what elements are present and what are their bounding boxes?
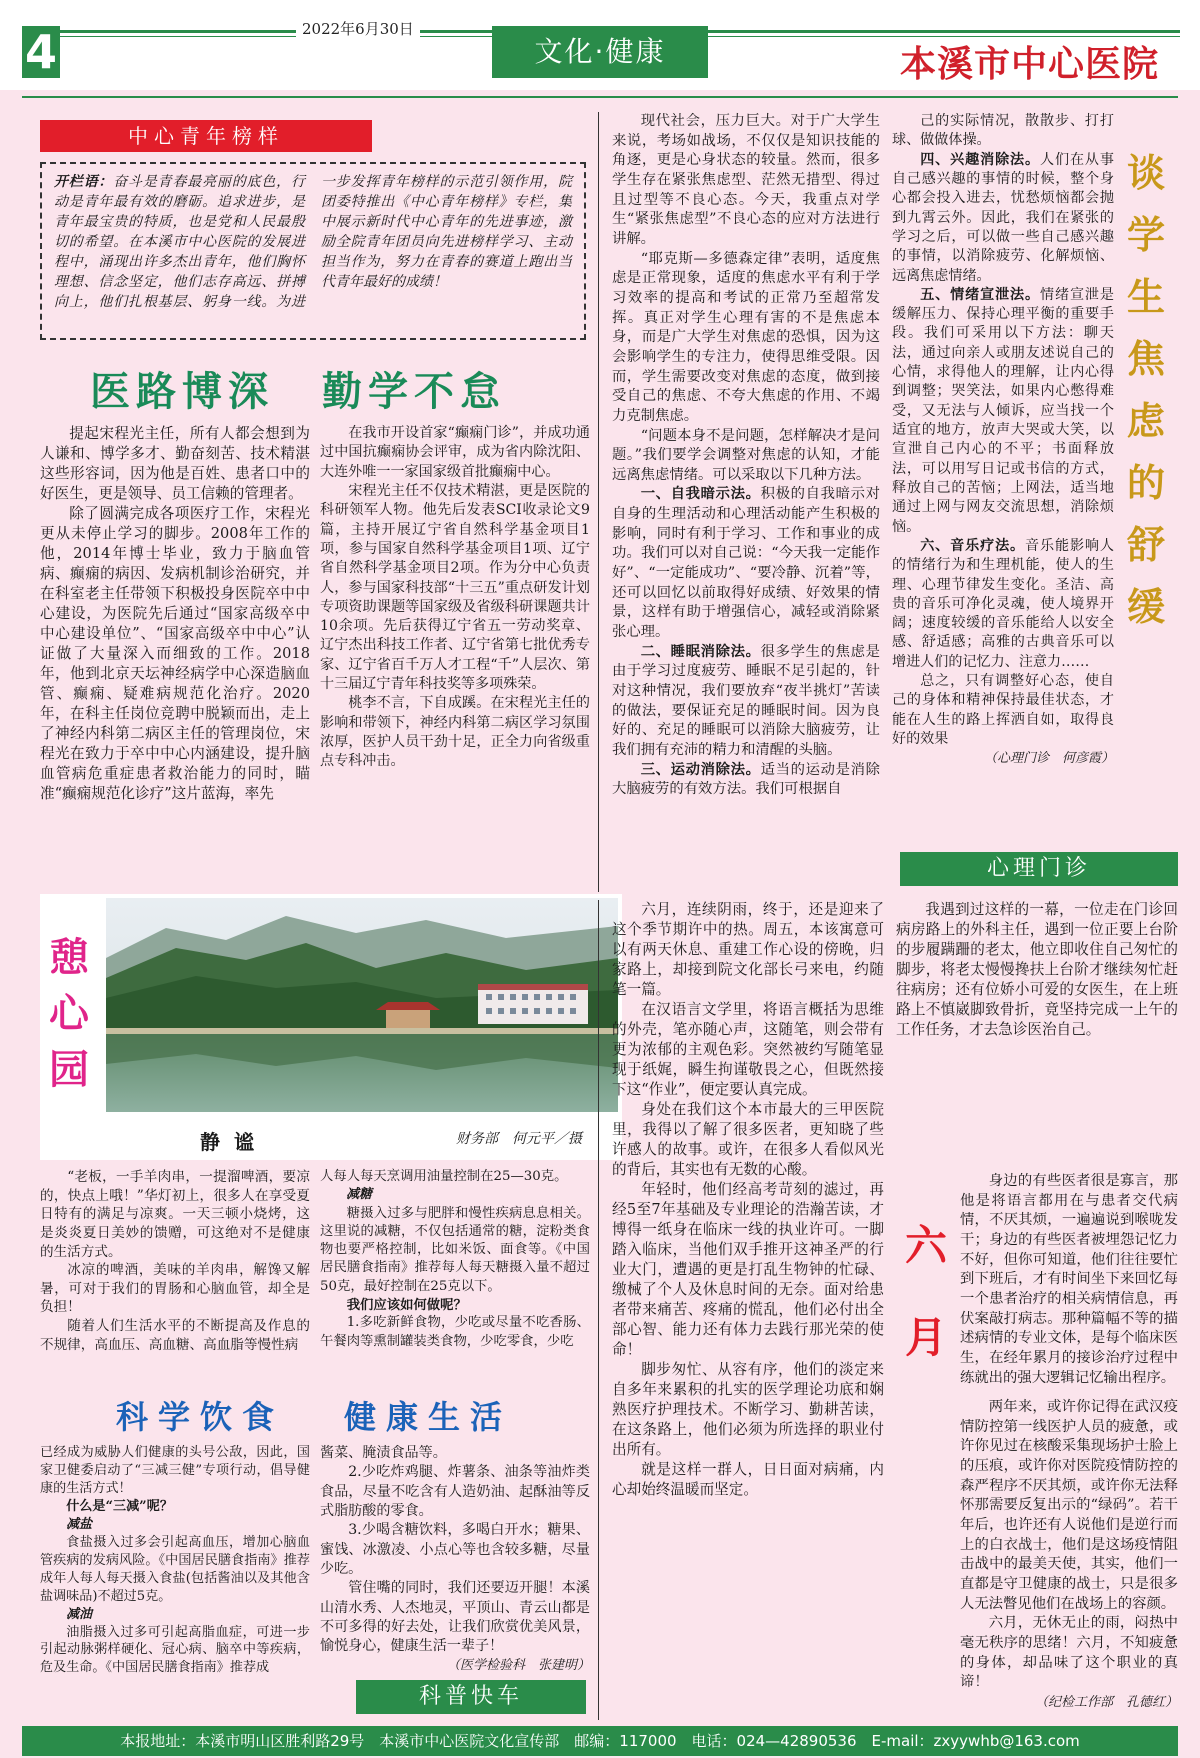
diet-article-column-1-top [40, 1168, 310, 1354]
youth-title-part1: 医路博深 [90, 369, 274, 415]
paragraph: 在汉语言文学里，将语言概括为思维的外壳，笔亦随心声，这随笔，则会带有更为浓郁的主观色彩。突然被约写随笔显现于纸娓，瞬生拘谨敬畏之心，但既然接下这“作业”，便定要认真完成。 [612, 1001, 884, 1098]
vertical-title-glyph: 虑 [1126, 399, 1165, 443]
vertical-title-glyph: 的 [1126, 461, 1165, 505]
footer-contact-bar: 本报地址：本溪市明山区胜利路29号 本溪市中心医院文化宣传部 邮编：117000 电话：024—42890536 E-mail：zxyywhb@163.com [22, 1726, 1178, 1756]
paragraph: 六月，无休无止的雨，闷热中毫无秩序的思绪！六月，不知疲惫的身体，却品味了这个职业的真谛！ [960, 1615, 1178, 1691]
paragraph [612, 250, 880, 427]
vertical-title-glyph: 生 [1126, 275, 1165, 319]
diet-title-part2: 健康生活 [344, 1398, 513, 1436]
paragraph-lead: 五、情绪宣泄法。 [920, 286, 1040, 303]
paragraph [612, 427, 880, 486]
page-number: 4 [22, 26, 60, 78]
diet-article-title [116, 1392, 572, 1438]
paragraph: 除了圆满完成各项医疗工作，宋程光更从未停止学习的脚步。2008年工作的他，2014年博士毕业，致力于脑血管病、癫痫的病因、发病机制诊治研究，并在科室老主任带领下积极投身医院卒中中心建设，为医院先后通过“国家高级卒中中心建设单位”、“国家高级卒中中心”认证做了大量深入而细致的工作。2018年，他到北京天坛神经病学中心深造脑血管、癫痫、疑难病规范化治疗。2020年，在科主任岗位竞聘中脱颖而出，走上了神经内科第二病区主任的管理岗位，宋程光在致力于卒中中心内涵建设，提升脑血管病危重症患者救治能力的同时，瞄准“癫痫规范化诊疗”这片蓝海，率先 [40, 505, 310, 802]
diet-article-column-2-bottom [320, 1444, 590, 1676]
photo-caption-credit: 财务部 何元平／摄 [456, 1131, 582, 1147]
paragraph: 2.少吃炸鸡腿、炸薯条、油条等油炸类食品，尽量不吃含有人造奶油、起酥油等反式脂肪酸的零食。 [320, 1464, 590, 1519]
author-signature: （医学检验科 张建明） [446, 1658, 590, 1674]
diet-title-part1: 科学饮食 [116, 1398, 285, 1436]
anxiety-article-title [1120, 142, 1172, 638]
paragraph: 人每人每天烹调用油量控制在25—30克。 [320, 1169, 568, 1184]
header-bottom-rule [22, 96, 1178, 98]
paragraph: 脚步匆忙、从容有序，他们的淡定来自多年来累积的扎实的医学理论功底和娴熟医疗护理技术。不断学习、勤耕苦读，在这条路上，他们必须为所选择的职业付出所有。 [612, 1361, 884, 1458]
paragraph: 3.少喝含糖饮料，多喝白开水；糖果、蜜饯、冰激凌、小点心等也含较多糖，尽量少吃。 [320, 1522, 590, 1577]
paragraph-text: 己的实际情况，散散步、打打球、做做体操。 [892, 113, 1114, 149]
paragraph [892, 286, 1114, 537]
section-title: 文化·健康 [492, 26, 708, 78]
photo-caption-title: 静谧 [200, 1130, 268, 1154]
paragraph: 提起宋程光主任，所有人都会想到为人谦和、博学多才、勤奋刻苦、技术精湛这些形容词，因为他是百姓、患者口中的好医生，更是领导、员工信赖的管理者。 [40, 425, 310, 502]
author-signature: （心理门诊 何彦霞） [983, 751, 1114, 767]
paragraph [612, 485, 880, 642]
paragraph: 1.多吃新鲜食物，少吃或尽量不吃香肠、午餐肉等熏制罐装类食物，少吃零食，少吃 [320, 1315, 590, 1349]
paragraph: 糖摄入过多与肥胖和慢性疾病息息相关。这里说的减糖，不仅包括通常的糖，淀粉类食物也要严格控制，比如米饭、面食等。《中国居民膳食指南》推荐每人每天糖摄入量不超过50克，最好控制在25克以下。 [320, 1205, 590, 1294]
june-article-column-1 [612, 900, 884, 1720]
paragraph: 就是这样一群人，日日面对病痛，内心却始终温暖而坚定。 [612, 1461, 884, 1498]
intro-text: 奋斗是青春最亮丽的底色，行动是青年最有效的磨砺。追求进步，是青年最宝贵的特质，也是党和人民最殷切的希望。在本溪市中心医院的发展进程中，涌现出许多杰出青年，他们胸怀理想、信念坚定，他们志存高远、拼搏向上，他们扎根基层、躬身一线。为进一步发挥青年榜样的示范引领作用，院团委特推出《中心青年榜样》专栏，集中展示新时代中心青年的先进事迹，激励全院青年团员向先进榜样学习、主动担当作为，努力在青春的赛道上跑出当代青年最好的成绩！ [54, 174, 572, 310]
psych-clinic-banner: 心理门诊 [900, 852, 1178, 886]
paragraph [892, 537, 1114, 672]
diet-article-column-1-bottom [40, 1444, 310, 1680]
anxiety-article-column-1 [612, 112, 880, 802]
paragraph-lead: 三、运动消除法。 [640, 761, 761, 778]
paragraph: 我遇到过这样的一幕，一位走在门诊回病房路上的外科主任，遇到一位正要上台阶的步履蹒跚的老太，他立即收住自己匆忙的脚步，将老太慢慢搀扶上台阶才继续匆忙赶往病房；还有位娇小可爱的女医生，在上班路上不慎崴脚致骨折，竟坚持完成一上午的工作任务，才去急诊医治自己。 [896, 901, 1178, 1038]
paragraph [612, 643, 880, 761]
paragraph: 身边的有些医者很是寡言，那他是将语言都用在与患者交代病情，不厌其烦，一遍遍说到喉咙发干；身边的有些医者被埋怨记忆力不好，但你可知道，他们往往要忙到下班后，才有时间坐下来回忆每一个患者治疗的相关病情信息，再伏案敲打病志。那种篇幅不等的描述病情的专业文体，是每个临床医生，在经年累月的接诊治疗过程中练就出的强大逻辑记忆输出程序。 [960, 1173, 1178, 1386]
paragraph: 年轻时，他们经高考苛刻的滤过，再经5至7年基础及专业理论的浩瀚苦读，才博得一纸身在临床一线的执业许可。一脚踏入临床，当他们双手推开这神圣严的行业大门，遭遇的更是打乱生物钟的忙碌、缴械了个人及休息时间的无奈。面对给患者带来痛苦、疼痛的慌乱，他们必付出全部心智、能力还有体力去践行那光荣的使命！ [612, 1181, 884, 1358]
landscape-photo [106, 898, 618, 1112]
june-article-column-2-top [896, 900, 1178, 1162]
paragraph: 桃李不言，下自成蹊。在宋程光主任的影响和带领下，神经内科第二病区学习氛围浓厚，医护人员干劲十足，正全力向省级重点专科冲击。 [320, 695, 590, 770]
vertical-title-glyph: 焦 [1126, 337, 1165, 381]
paragraph [612, 761, 880, 800]
vertical-title-glyph: 月 [904, 1313, 947, 1362]
paragraph [892, 672, 1114, 749]
paragraph-lead: 一、自我暗示法。 [640, 486, 761, 503]
intro-text-block [54, 172, 572, 312]
youth-article-column-2 [320, 424, 590, 804]
column-divider-lower [598, 900, 599, 1720]
paragraph-lead: 四、兴趣消除法。 [920, 151, 1040, 168]
vertical-title-glyph: 六 [904, 1221, 947, 1270]
subheading-minor: 减油 [66, 1606, 93, 1622]
paragraph-text: 总之，只有调整好心态，使自己的身体和精神保持最佳状态，才能在人生的路上挥洒自如，取得良好的效果 [892, 673, 1114, 747]
paragraph: 六月，连续阴雨，终于，还是迎来了这个季节期许中的热。周五，本该寓意可以有两天休息、重建工作心设的傍晚，归家路上，却接到院文化部长弓来电，约随笔一篇。 [612, 901, 884, 998]
subheading-minor: 减糖 [346, 1187, 373, 1203]
paragraph: 身处在我们这个本市最大的三甲医院里，我得以了解了很多医者，更知晓了些许感人的故事。或许，在很多人看似风光的背后，其实也有无数的心酸。 [612, 1101, 884, 1178]
youth-title-part2: 勤学不怠 [322, 369, 506, 415]
paragraph: 食盐摄入过多会引起高血压，增加心脑血管疾病的发病风险。《中国居民膳食指南》推荐成年人每人每天摄入食盐(包括酱油以及其他含盐调味品)不超过5克。 [40, 1534, 310, 1604]
paragraph-text: 人们在从事自己感兴趣的事情的时候，整个身心都会投入进去，忧愁烦恼都会抛到九霄云外。因此，我们在紧张的学习之后，可以做一些自己感兴趣的事情，以消除疲劳、化解烦恼、远离焦虑情绪。 [892, 151, 1114, 284]
issue-date: 2022年6月30日 [296, 18, 420, 39]
vertical-title-glyph: 谈 [1126, 151, 1165, 195]
paragraph-text: 适当的运动是消除大脑疲劳的有效方法。我们可根据自 [612, 761, 880, 798]
paragraph-text: 现代社会，压力巨大。对于广大学生来说，考场如战场，不仅仅是知识技能的角逐，更是心身状态的较量。然而，很多学生存在紧张焦虑型、茫然无措型、得过且过型等不良心态。今天，我重点对学生“紧张焦虑型”不良心态的应对方法进行讲解。 [612, 113, 880, 247]
column-divider [598, 112, 599, 892]
paragraph-text: “问题本身不是问题，怎样解决才是问题。”我们要学会调整对焦虑的认知，才能远离焦虑情绪。可以采取以下几种方法。 [612, 427, 880, 483]
paragraph: 两年来，或许你记得在武汉疫情防控第一线医护人员的疲惫，或许你见过在核酸采集现场护士脸上的压痕，或许你对医院疫情防控的森严程序不厌其烦，或许你无法释怀那需要反复出示的“绿码”。若干年后，也许还有人说他们是逆行而上的白衣战士，他们是这场疫情阻击战中的最美天使，其实，他们一直都是守卫健康的战士，只是很多人无法瞥见他们在战场上的容颜。 [960, 1399, 1178, 1612]
paragraph-text: 很多学生的焦虑是由于学习过度疲劳、睡眠不足引起的，针对这种情况，我们要放弃“夜半挑灯”苦读的做法，要保证充足的睡眠时间。因为良好的、充足的睡眠可以消除大脑疲劳，让我们拥有充沛的精力和清醒的头脑。 [612, 643, 880, 758]
science-express-banner: 科普快车 [356, 1680, 586, 1714]
paragraph: 酱菜、腌渍食品等。 [320, 1445, 447, 1461]
paragraph-text: 音乐能影响人的情绪行为和生理机能，使人的生理、心理节律发生变化。圣洁、高贵的音乐可净化灵魂，使人境界开阔；速度较缓的音乐能给人以安全感、舒适感；高雅的古典音乐可以增进人们的记忆力、注意力…… [892, 537, 1114, 670]
june-article-column-2-bottom [960, 1398, 1178, 1716]
subheading-minor: 减盐 [66, 1516, 93, 1532]
paragraph: 宋程光主任不仅技术精湛，更是医院的科研领军人物。他先后发表SCI收录论文9篇，主持开展辽宁省自然科学基金项目1项，参与国家自然科学基金项目1项、辽宁省自然科学基金项目2项。作为分中心负责人，参与国家科技部“十三五”重点研发计划专项资助课题等国家级及省级科研课题共计10余项。先后获得辽宁省五一劳动奖章、辽宁杰出科技工作者、辽宁省第七批优秀专家、辽宁省百千万人才工程“千”人层次、第十三届辽宁青年科技奖等多项殊荣。 [320, 482, 590, 693]
paragraph: 在我市开设首家“癫痫门诊”，并成功通过中国抗癫痫协会评审，成为省内除沈阳、大连外唯一一家国家级首批癫痫中心。 [320, 425, 590, 480]
photo-section-label [46, 930, 92, 1098]
paragraph [892, 112, 1114, 151]
paragraph: 冰凉的啤酒，美味的羊肉串，解馋又解暑，可对于我们的胃肠和心脑血管，却全是负担！ [40, 1262, 310, 1316]
youth-article-title [90, 360, 554, 417]
paragraph [892, 151, 1114, 286]
paragraph: “老板，一手羊肉串，一提溜啤酒，要凉的，快点上哦！”华灯初上，很多人在享受夏日特有的满足与凉爽。一天三顿小烧烤，这是炎炎夏日美妙的馈赠，可这绝对不是健康的生活方式。 [40, 1169, 310, 1260]
paragraph-text: “耶克斯—多德森定律”表明，适度焦虑是正常现象，适度的焦虑水平有利于学习效率的提高和考试的正常乃至超常发挥。真正对学生心理有害的不是焦虑本身，而是广大学生对焦虑的恐惧，因为这会影响学生的专注力，使得思维受限。因而，学生需要改变对焦虑的态度，做到接受自己的焦虑、不夸大焦虑的作用、不竭力克制焦虑。 [612, 250, 880, 424]
intro-box [40, 162, 586, 340]
vertical-title-glyph: 园 [49, 1047, 89, 1093]
vertical-title-glyph: 憩 [49, 935, 89, 981]
author-signature: （纪检工作部 孔德红） [1034, 1694, 1178, 1710]
subheading: 我们应该如何做呢？ [346, 1297, 467, 1314]
youth-article-column-1 [40, 424, 310, 804]
hospital-name: 本溪市中心医院 [900, 43, 1160, 85]
vertical-title-glyph: 缓 [1126, 585, 1165, 629]
diet-article-column-2-top [320, 1168, 590, 1354]
landscape-photo-illustration [106, 898, 618, 1112]
paragraph [612, 112, 880, 250]
paragraph: 管住嘴的同时，我们还要迈开腿！本溪山清水秀、人杰地灵，平顶山、青云山都是不可多得的好去处，让我们欣赏优美风景，愉悦身心，健康生活一辈子！ [320, 1580, 590, 1655]
paragraph-text: 积极的自我暗示对自身的生理活动和心理活动能产生积极的影响，同时有利于学习、工作和事业的成功。我们可以对自己说：“今天我一定能作好”、“一定能成功”、“要冷静、沉着”等，还可以回忆以前取得好成绩、好效果的情景，这样有助于增强信心，减轻或消除紧张心理。 [612, 486, 880, 641]
paragraph-lead: 六、音乐疗法。 [920, 537, 1026, 554]
paragraph-text: 情绪宣泄是缓解压力、保持心理平衡的重要手段。我们可采用以下方法：聊天法，通过向亲人或朋友述说自己的心情，求得他人的理解，让内心得到调整；哭笑法，如果内心憋得难受，又无法与人倾诉，应当找一个适宜的地方，放声大哭或大笑，以宣泄自己内心的不平；书面释放法，可以用写日记或书信的方式，释放自己的苦恼；上网法，适当地通过上网与网友交流思想，消除烦恼。 [892, 286, 1114, 535]
vertical-title-glyph: 学 [1126, 213, 1165, 257]
subheading: 什么是“三减”呢？ [66, 1498, 173, 1514]
paragraph-lead: 二、睡眠消除法。 [640, 643, 761, 660]
june-article-title [900, 1200, 952, 1384]
intro-label: 开栏语： [54, 174, 114, 190]
paragraph: 随着人们生活水平的不断提高及作息的不规律，高血压、高血糖、高血脂等慢性病 [40, 1318, 310, 1353]
june-article-column-2-middle [960, 1172, 1178, 1394]
paragraph: 已经成为威胁人们健康的头号公敌，因此，国家卫健委启动了“三减三健”专项行动，倡导健康的生活方式！ [40, 1445, 310, 1496]
vertical-title-glyph: 舒 [1126, 523, 1165, 567]
vertical-title-glyph: 心 [49, 991, 89, 1037]
anxiety-article-column-2 [892, 112, 1114, 772]
paragraph: 油脂摄入过多可引起高脂血症，可进一步引起动脉粥样硬化、冠心病、脑卒中等疾病，危及生命。《中国居民膳食指南》推荐成 [40, 1624, 310, 1676]
youth-column-banner: 中心青年榜样 [40, 120, 372, 152]
